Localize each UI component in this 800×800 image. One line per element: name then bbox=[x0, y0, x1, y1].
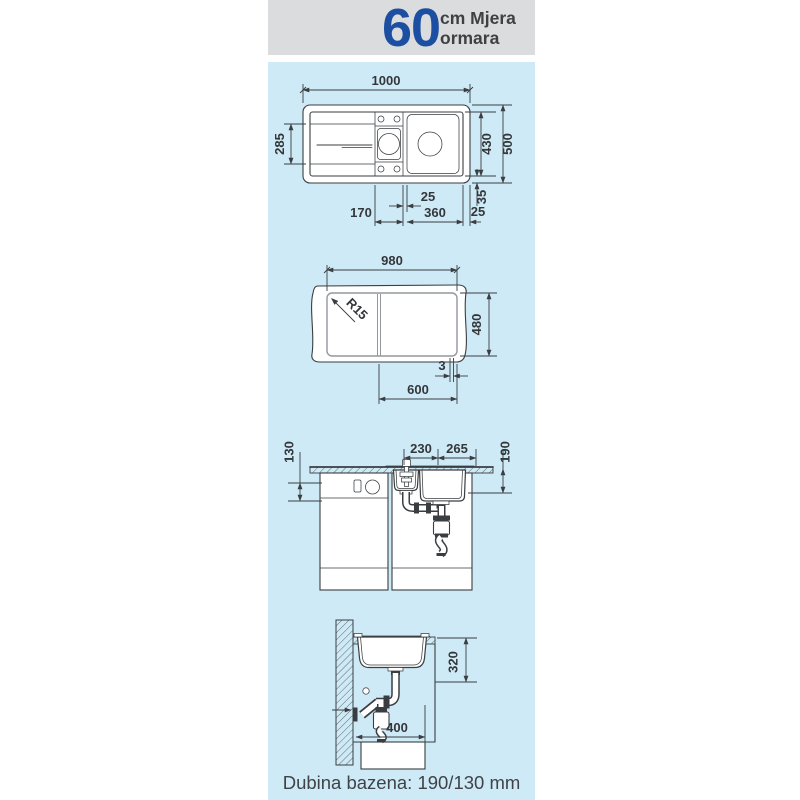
dim-side-clearance: 320 bbox=[445, 651, 461, 673]
dim-side-trap-offset: 400 bbox=[386, 720, 408, 735]
dim-top-overall-width: 1000 bbox=[371, 73, 401, 88]
cabinet-size-caption-line1: cm Mjera bbox=[440, 8, 516, 28]
dim-cutout-width: 980 bbox=[381, 253, 403, 268]
basin-depth-note: Dubina bazena: 190/130 mm bbox=[282, 772, 521, 793]
drawing-cutout bbox=[312, 253, 497, 404]
drawing-side-section bbox=[332, 620, 477, 769]
dim-cutout-bowl-offset: 600 bbox=[407, 382, 429, 397]
cabinet-size-number: 60 bbox=[382, 0, 441, 58]
dim-top-small-bowl: 170 bbox=[350, 205, 372, 220]
dim-top-inner-depth: 430 bbox=[479, 133, 494, 155]
dim-front-small-bowl: 230 bbox=[410, 441, 432, 456]
dim-top-center-gap: 25 bbox=[420, 189, 436, 204]
dim-front-bowl-depth: 190 bbox=[497, 441, 513, 463]
dim-front-left-depth: 130 bbox=[281, 441, 297, 463]
drawing-top-view bbox=[272, 73, 515, 226]
dim-top-overall-depth: 500 bbox=[500, 133, 515, 155]
dim-cutout-divider: 3 bbox=[438, 358, 446, 373]
dim-top-main-bowl: 360 bbox=[424, 205, 446, 220]
dim-top-front-margin: 35 bbox=[474, 189, 489, 205]
dim-top-drainer-length: 285 bbox=[272, 133, 287, 155]
dim-top-right-margin: 25 bbox=[470, 204, 486, 219]
dim-cutout-depth: 480 bbox=[469, 313, 484, 336]
dim-front-main-bowl: 265 bbox=[446, 441, 468, 456]
cabinet-size-caption-line2: ormara bbox=[440, 28, 500, 48]
dim-cutout-radius: R15 bbox=[343, 295, 371, 323]
drawing-front-section bbox=[282, 441, 513, 590]
